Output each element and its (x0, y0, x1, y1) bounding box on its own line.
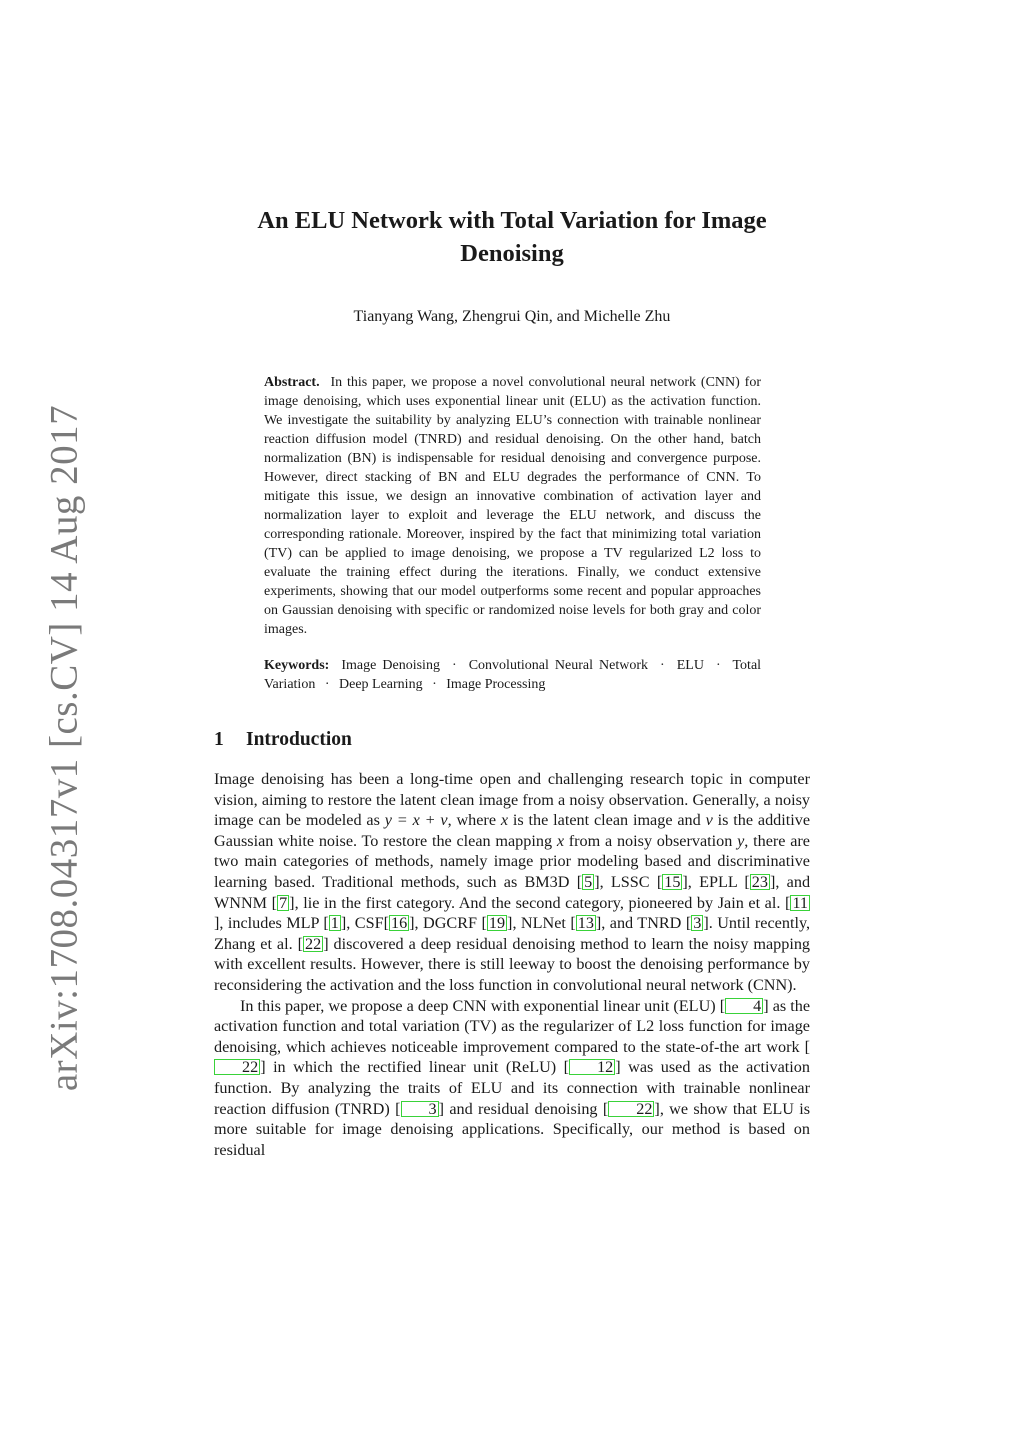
keyword-item: ELU (676, 658, 704, 673)
text-run: was used as the activation function. By analyzing the traits of ELU and its connection with trainable nonlinear reaction diffusion (TNRD) (214, 1058, 810, 1118)
text-run: , lie in the first category. And the second category, pioneered by Jain et al. (294, 893, 781, 912)
text-run: , we show that ELU is more suitable for image denoising applications. Specifically, our method is based on residual (214, 1099, 811, 1159)
citation-link[interactable]: 3 (693, 914, 702, 933)
text-run: , where (447, 811, 496, 830)
citation-link[interactable]: 13 (577, 914, 594, 933)
text-run: and residual denoising (449, 1099, 598, 1118)
text-run: , and WNNM (214, 872, 811, 912)
paper-title: An ELU Network with Total Variation for Image Denoising (257, 207, 767, 267)
citation-link[interactable]: 22 (214, 1059, 260, 1075)
citation-link[interactable]: 22 (305, 934, 322, 953)
author-list: Tianyang Wang, Zhengrui Qin, and Michelle Zhu (353, 308, 671, 325)
text-run: , NLNet (512, 914, 566, 933)
intro-paragraph-2: In this paper, we propose a deep CNN with exponential linear unit (ELU) [ 4 ] as the activation function and total variation (TV) as the regularizer of L2 loss function for image denoising, which achieves noticeable improvement compared to the state-of-the art work [22 ] in which the rectified linear unit (ReLU) [ 12 ] was used as the activation function. By analyzing the traits of ELU and its connection with trainable nonlinear reaction diffusion (TNRD) [ 3 ] and residual denoising [ 22 ], we show that ELU is more suitable for image denoising applications. Specifically, our method is based on residual (214, 996, 811, 1159)
intro-paragraph-1: Image denoising has been a long-time open and challenging research topic in computer vision, aiming to restore the latent clean image from a noisy observation. Generally, a noisy image can be modeled as y = x + v, where x is the latent clean image and v is the additive Gaussian white noise. To restore the clean mapping x from a noisy observation y, there are two main categories of methods, namely image prior modeling based and discriminative learning based. Traditional methods, such as BM3D [ 5 ], LSSC [ 15 ], EPLL [ 23 ], and WNNM [ 7 ], lie in the first category. And the second category, pioneered by Jain et al. [ 11], includes MLP [ 1 ], CSF[ 16 ], DGCRF [ 19 ], NLNet [ 13 ], and TNRD [ 3 ]. Until recently, Zhang et al. [ 22 ] discovered a deep residual denoising method to learn the noisy mapping with excellent results. However, there is still leeway to boost the denoising performance by reconsidering the activation and the loss function in convolutional neural network (CNN). (214, 770, 811, 994)
citation-link[interactable]: 23 (751, 872, 768, 891)
text-run: , includes MLP (219, 914, 319, 933)
keyword-item: Convolutional Neural Network (468, 658, 648, 673)
keyword-separator: · (324, 677, 330, 692)
math-var: x (556, 831, 565, 850)
citation-link[interactable]: 22 (608, 1101, 654, 1117)
keyword-item: Total Variation (264, 658, 762, 692)
keyword-separator: · (452, 658, 457, 673)
keyword-item: Image Denoising (341, 658, 440, 673)
text-run: , EPLL (687, 872, 738, 891)
citation-link[interactable]: 1 (330, 914, 339, 933)
text-run: is the latent clean image and (512, 811, 701, 830)
keywords-label: Keywords: (264, 658, 330, 673)
citation-link[interactable]: 5 (584, 872, 593, 891)
text-run: , DGCRF (414, 914, 478, 933)
introduction-body (214, 769, 810, 1160)
keyword-separator: · (432, 677, 437, 692)
keyword-separator: · (660, 658, 665, 673)
abstract-label: Abstract. (264, 375, 320, 390)
text-run: , and TNRD (601, 914, 682, 933)
section-title: Introduction (246, 729, 352, 750)
section-number: 1 (214, 729, 224, 750)
text-run: in which the rectified linear unit (ReLU) (273, 1058, 557, 1077)
text-run: , there are two main categories of methods, namely image prior modeling based and discriminative learning based. Traditional methods, such as BM3D (214, 831, 810, 891)
text-run: is the additive Gaussian white noise. To restore the clean mapping (214, 811, 811, 850)
keyword-separator: · (716, 658, 721, 673)
keywords (264, 656, 761, 694)
citation-link[interactable]: 7 (279, 893, 288, 912)
text-run: In this paper, we propose a deep CNN with exponential linear unit (ELU) (240, 996, 716, 1015)
text-run: as the activation function and total variation (TV) as the regularizer of L2 loss function for image denoising, which achieves noticeable improvement compared to the state-of-the art work (214, 996, 811, 1056)
abstract (264, 373, 761, 639)
citation-link[interactable]: 16 (390, 914, 408, 933)
text-run: , CSF (346, 914, 384, 933)
math-var: y (737, 831, 745, 850)
equation-inline: y = x + v (384, 811, 448, 830)
text-run: discovered a deep residual denoising method to learn the noisy mapping with excellent results. However, there is still leeway to boost the denoising performance by reconsidering the activation and the loss function in convolutional neural network (CNN). (214, 934, 811, 994)
math-var: v (705, 811, 713, 830)
keyword-item: Deep Learning (339, 677, 423, 692)
text-run: , LSSC (599, 872, 650, 891)
citation-link[interactable]: 12 (569, 1059, 615, 1075)
arxiv-identifier-stamp: arXiv:1708.04317v1 [cs.CV] 14 Aug 2017 (42, 404, 86, 1092)
text-run: from a noisy observation (568, 831, 733, 850)
abstract-text: In this paper, we propose a novel convolutional neural network (CNN) for image denoising, which uses exponential linear unit (ELU) as the activation function. We investigate the suitability by analyzing ELU’s connection with trainable nonlinear reaction diffusion model (TNRD) and residual denoising. On the other hand, batch normalization (BN) is indispensable for residual denoising and convergence purpose. However, direct stacking of BN and ELU degrades the performance of CNN. To mitigate this issue, we design an innovative combination of activation layer and normalization layer to exploit and leverage the ELU network, and discuss the corresponding rationale. Moreover, inspired by the fact that minimizing total variation (TV) can be applied to image denoising, we propose a TV regularized L2 loss to evaluate the training effect during the iterations. Finally, we conduct extensive experiments, showing that our model outperforms some recent and popular approaches on Gaussian denoising with specific or randomized noise levels for both gray and color images. (264, 375, 761, 637)
citation-link[interactable]: 19 (488, 914, 506, 933)
citation-link[interactable]: 4 (725, 998, 763, 1014)
text-run: Image denoising has been a long-time open and challenging research topic in computer vision, aiming to restore the latent clean image from a noisy observation. Generally, a noisy image can be modeled as (214, 770, 810, 830)
citation-link[interactable]: 3 (401, 1101, 439, 1117)
section-heading-introduction (214, 727, 352, 753)
citation-link[interactable]: 15 (664, 872, 681, 891)
math-var: x (500, 811, 509, 830)
keyword-item: Image Processing (446, 677, 546, 692)
citation-link[interactable]: 11 (792, 893, 809, 912)
text-run: . Until recently, Zhang et al. (214, 914, 811, 953)
